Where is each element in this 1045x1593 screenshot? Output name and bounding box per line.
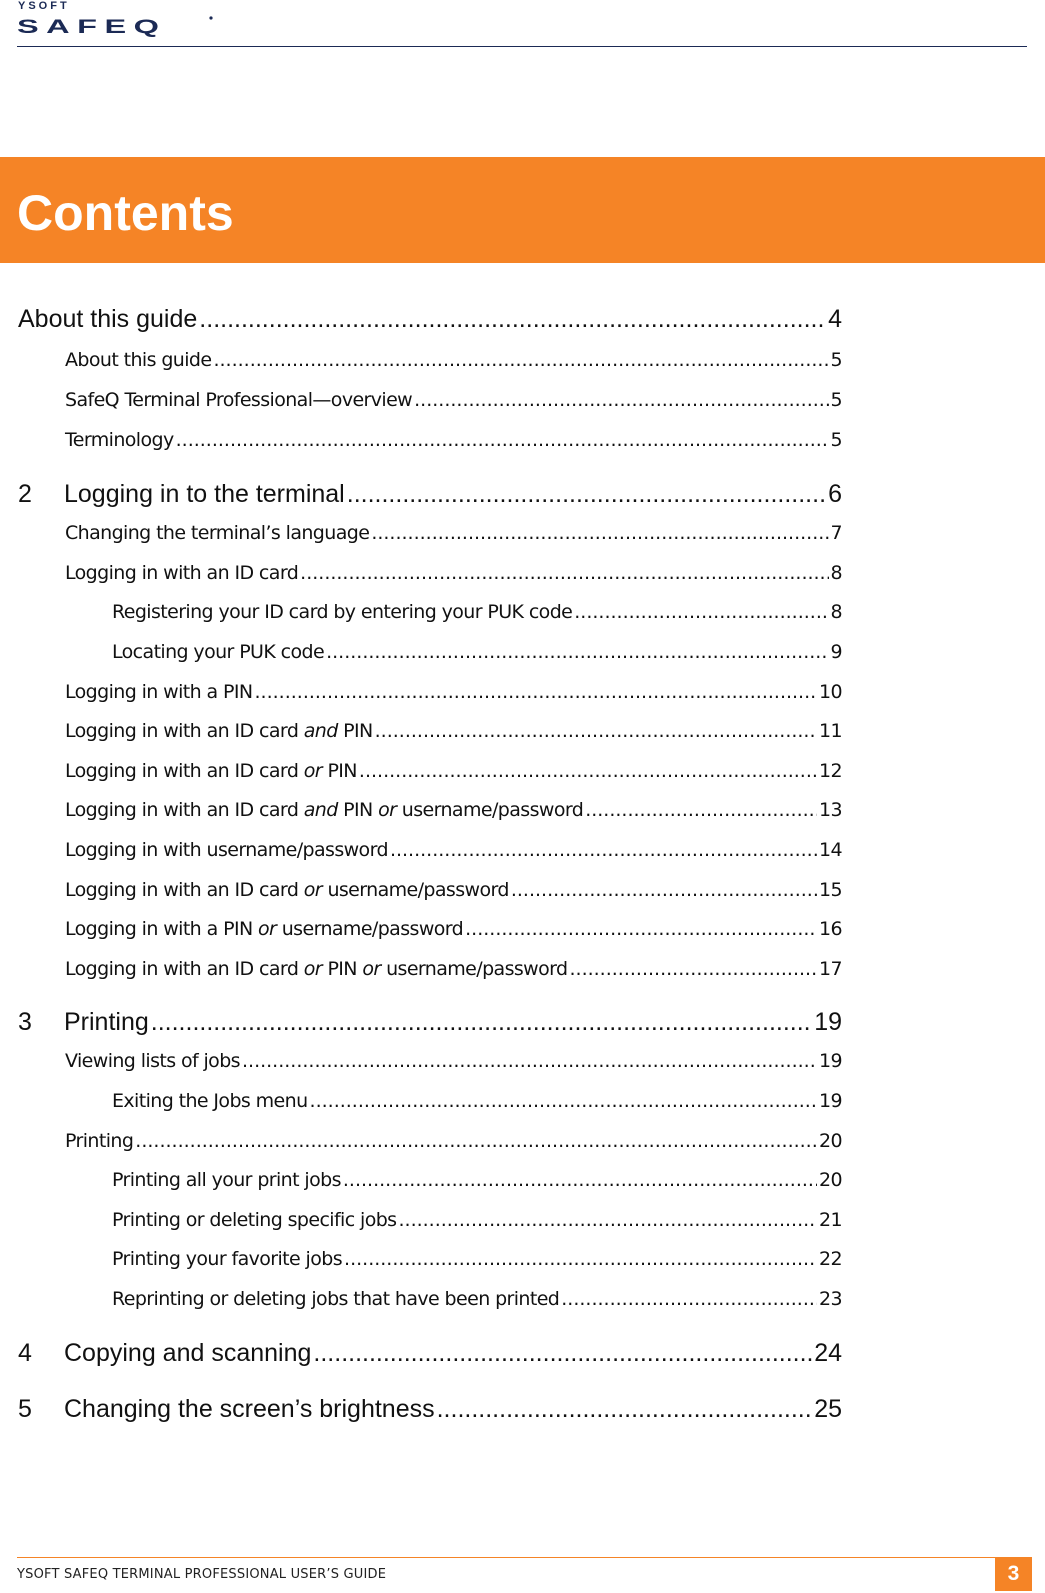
toc-entry-title: Logging in with a PIN bbox=[65, 681, 253, 703]
toc-leader-dots bbox=[213, 349, 828, 371]
toc-entry[interactable] bbox=[65, 918, 842, 940]
toc-leader-dots bbox=[569, 958, 817, 980]
toc-entry-page: 20 bbox=[819, 1169, 842, 1191]
toc-leader-dots bbox=[398, 1209, 817, 1231]
toc-entry-title: Logging in with an ID card bbox=[65, 562, 299, 584]
toc-leader-dots bbox=[242, 1050, 817, 1072]
toc-entry-page: 24 bbox=[814, 1339, 842, 1367]
toc-leader-dots bbox=[135, 1130, 817, 1152]
toc-entry-page: 9 bbox=[830, 641, 842, 663]
toc-entry[interactable] bbox=[65, 389, 842, 411]
toc-entry-title: Logging in with an ID card or PIN bbox=[65, 760, 357, 782]
toc-entry-page: 8 bbox=[830, 562, 842, 584]
toc-entry[interactable] bbox=[65, 562, 842, 584]
footer-rule bbox=[17, 1557, 995, 1558]
toc-entry-title: Printing all your print jobs bbox=[112, 1169, 341, 1191]
toc-entry-title: Logging in with an ID card and PIN bbox=[65, 720, 373, 742]
toc-leader-dots bbox=[375, 720, 817, 742]
toc-entry-title: Registering your ID card by entering your PUK code bbox=[112, 601, 573, 623]
toc-entry[interactable] bbox=[112, 1209, 842, 1231]
logo-ysoft-text: YSOFT bbox=[18, 0, 70, 12]
toc-entry-title: Printing bbox=[65, 1130, 134, 1152]
toc-entry-page: 14 bbox=[819, 839, 842, 861]
toc-entry-title: Changing the terminal’s language bbox=[65, 522, 370, 544]
toc-leader-dots bbox=[176, 429, 829, 451]
toc-entry-page: 4 bbox=[828, 305, 842, 333]
toc-leader-dots bbox=[199, 305, 826, 334]
toc-entry-page: 17 bbox=[819, 958, 842, 980]
toc-entry[interactable] bbox=[65, 879, 842, 901]
page-number-badge: 3 bbox=[995, 1557, 1032, 1591]
toc-entry[interactable] bbox=[65, 681, 842, 703]
toc-entry-number: 2 bbox=[18, 480, 32, 508]
toc-entry-title: About this guide bbox=[65, 349, 212, 371]
toc-entry[interactable] bbox=[65, 349, 842, 371]
toc-entry-number: 3 bbox=[18, 1008, 32, 1036]
toc-entry-page: 16 bbox=[819, 918, 842, 940]
logo-safeq-text: SAFEQ bbox=[17, 15, 167, 38]
toc-entry[interactable] bbox=[18, 480, 842, 509]
toc-entry-title: About this guide bbox=[18, 305, 198, 333]
toc-entry[interactable] bbox=[112, 1248, 842, 1270]
toc-entry[interactable] bbox=[18, 1339, 842, 1368]
toc-entry-page: 13 bbox=[819, 799, 842, 821]
toc-leader-dots bbox=[326, 641, 828, 663]
toc-entry[interactable] bbox=[112, 641, 842, 663]
toc-entry-title: Copying and scanning bbox=[64, 1339, 312, 1367]
toc-entry[interactable] bbox=[65, 958, 842, 980]
toc-entry-page: 8 bbox=[830, 601, 842, 623]
toc-leader-dots bbox=[151, 1008, 812, 1037]
toc-entry[interactable] bbox=[18, 305, 842, 334]
toc-entry-page: 19 bbox=[814, 1008, 842, 1036]
toc-entry-page: 5 bbox=[830, 389, 842, 411]
toc-leader-dots bbox=[465, 918, 817, 940]
toc-leader-dots bbox=[561, 1288, 817, 1310]
toc-leader-dots bbox=[511, 879, 817, 901]
toc-leader-dots bbox=[359, 760, 817, 782]
toc-leader-dots bbox=[300, 562, 828, 584]
toc-entry-page: 19 bbox=[819, 1090, 842, 1112]
toc-entry-title: Printing or deleting specific jobs bbox=[112, 1209, 397, 1231]
toc-entry[interactable] bbox=[65, 1050, 842, 1072]
toc-entry-page: 23 bbox=[819, 1288, 842, 1310]
toc-entry-title: SafeQ Terminal Professional—overview bbox=[65, 389, 413, 411]
toc-entry-title: Logging in with an ID card or PIN or username/password bbox=[65, 958, 568, 980]
toc-entry[interactable] bbox=[18, 1395, 842, 1424]
toc-entry-page: 6 bbox=[828, 480, 842, 508]
toc-entry[interactable] bbox=[65, 429, 842, 451]
toc-entry-title: Reprinting or deleting jobs that have been printed bbox=[112, 1288, 560, 1310]
toc-entry[interactable] bbox=[18, 1008, 842, 1037]
toc-entry-page: 11 bbox=[819, 720, 842, 742]
toc-leader-dots bbox=[310, 1090, 817, 1112]
toc-entry-page: 5 bbox=[830, 429, 842, 451]
toc-leader-dots bbox=[437, 1395, 813, 1424]
toc-leader-dots bbox=[347, 480, 826, 509]
toc-entry[interactable] bbox=[112, 601, 842, 623]
toc-leader-dots bbox=[255, 681, 818, 703]
toc-entry-page: 10 bbox=[819, 681, 842, 703]
toc-entry[interactable] bbox=[65, 799, 842, 821]
toc-entry-page: 22 bbox=[819, 1248, 842, 1270]
toc-leader-dots bbox=[344, 1248, 817, 1270]
toc-entry-title: Logging in to the terminal bbox=[64, 480, 345, 508]
toc-entry-title: Printing bbox=[64, 1008, 149, 1036]
toc-entry[interactable] bbox=[65, 760, 842, 782]
toc-leader-dots bbox=[371, 522, 828, 544]
toc-entry-title: Locating your PUK code bbox=[112, 641, 325, 663]
toc-entry-page: 20 bbox=[819, 1130, 842, 1152]
footer-title: YSOFT SAFEQ TERMINAL PROFESSIONAL USER’S GUIDE bbox=[17, 1567, 387, 1582]
toc-entry-page: 19 bbox=[819, 1050, 842, 1072]
toc-entry[interactable] bbox=[112, 1288, 842, 1310]
toc-entry-title: Terminology bbox=[65, 429, 174, 451]
toc-entry[interactable] bbox=[65, 839, 842, 861]
toc-leader-dots bbox=[390, 839, 817, 861]
toc-entry-title: Changing the screen’s brightness bbox=[64, 1395, 435, 1423]
toc-leader-dots bbox=[574, 601, 828, 623]
toc-entry-number: 5 bbox=[18, 1395, 32, 1423]
toc-entry-title: Viewing lists of jobs bbox=[65, 1050, 240, 1072]
toc-entry-title: Logging in with username/password bbox=[65, 839, 388, 861]
toc-entry[interactable] bbox=[112, 1169, 842, 1191]
toc-entry-title: Logging in with an ID card or username/password bbox=[65, 879, 509, 901]
toc-entry[interactable] bbox=[112, 1090, 842, 1112]
toc-entry[interactable] bbox=[65, 522, 842, 544]
toc-leader-dots bbox=[585, 799, 817, 821]
toc-entry-title: Logging in with an ID card and PIN or username/password bbox=[65, 799, 584, 821]
toc-entry-page: 12 bbox=[819, 760, 842, 782]
toc-entry-page: 25 bbox=[814, 1395, 842, 1423]
toc-entry[interactable] bbox=[65, 1130, 842, 1152]
toc-leader-dots bbox=[343, 1169, 817, 1191]
toc-leader-dots bbox=[414, 389, 828, 411]
page-title: Contents bbox=[17, 185, 234, 241]
toc-leader-dots bbox=[313, 1339, 812, 1368]
toc-entry-page: 7 bbox=[830, 522, 842, 544]
toc-entry-title: Printing your favorite jobs bbox=[112, 1248, 343, 1270]
toc-entry-number: 4 bbox=[18, 1339, 32, 1367]
toc-entry-title: Logging in with a PIN or username/password bbox=[65, 918, 464, 940]
toc-entry-page: 5 bbox=[830, 349, 842, 371]
toc-entry-page: 15 bbox=[819, 879, 842, 901]
toc-entry[interactable] bbox=[65, 720, 842, 742]
toc-entry-title: Exiting the Jobs menu bbox=[112, 1090, 308, 1112]
toc-entry-page: 21 bbox=[819, 1209, 842, 1231]
